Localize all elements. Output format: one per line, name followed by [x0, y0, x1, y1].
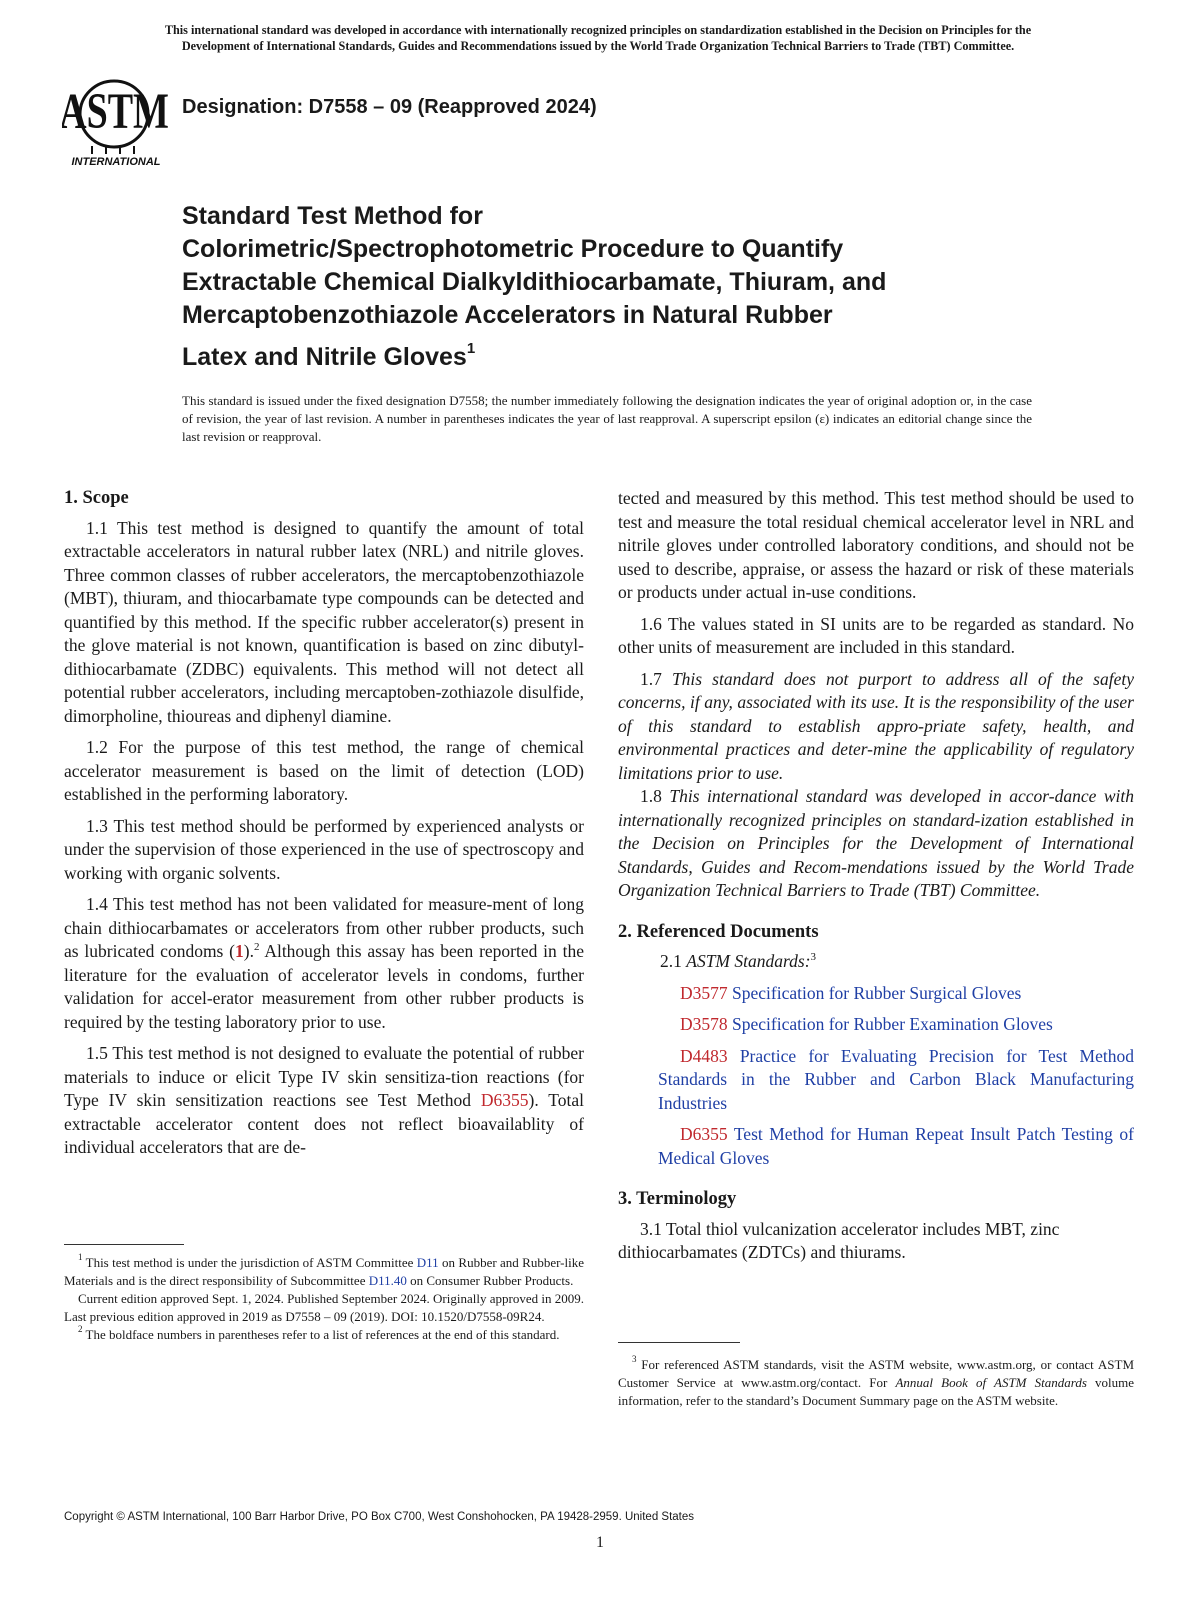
footnote-3-mark: 3 [810, 951, 817, 963]
para-1-6: 1.6 The values stated in SI units are to be regarded as standard. No other units of measurement are included in this standard. [618, 613, 1134, 657]
link-d6355[interactable]: D6355 [480, 1090, 529, 1110]
para-1-1: 1.1 This test method is designed to quantify the amount of total extractable accelerators in natural rubber latex (NRL) and nitrile gloves. Three common classes of rubber accelerators, the mercaptobenzothiazole (MBT), thiuram, and thiocarbamate type compounds can be detected and quantified by this method. If the specific rubber accelerator(s) present in the glove material is not known, quantification is based on zinc dibutyl-dithiocarbamate (ZDBC) equivalents. This method will not detect all potential rubber accelerators, including mercaptoben-zothiazole disulfide, dimorpholine, thioureas and diphenyl diamine. [64, 517, 584, 726]
footnote-1-text-cont: on Rubber and Rubber-like Materials and is the direct responsibility of Subcommittee [64, 1255, 585, 1288]
para-1-7-num: 1.7 [640, 668, 672, 689]
left-column [64, 487, 584, 1168]
page-number: 1 [596, 1534, 604, 1551]
footnote-2-mark: 2 [253, 941, 260, 953]
footnotes-left [64, 1254, 584, 1344]
title-line-4: Mercaptobenzothiazole Accelerators in Natural Rubber [182, 301, 833, 329]
footnote-3-italic: Annual Book of ASTM Standards [895, 1375, 1087, 1390]
para-1-4-text-cont: Although this assay has been reported in the literature for the evaluation of accelerator levels in condoms, further validation for accel-erator measurement from other rubber products is required by the testing laboratory prior to use. [64, 941, 584, 1032]
para-1-8 [618, 785, 1134, 903]
footnote-3-text-end: volume information, refer to the standard’s Document Summary page on the ASTM website. [618, 1375, 1135, 1408]
right-column [618, 487, 1134, 1273]
para-1-5 [64, 1042, 584, 1160]
title-line-2: Colorimetric/Spectrophotometric Procedure to Quantify [182, 235, 844, 263]
para-1-8-num: 1.8 [640, 786, 670, 806]
document-title [182, 200, 1082, 374]
para-1-4 [64, 893, 584, 1034]
ref-code[interactable]: D3577 [680, 982, 728, 1003]
section-scope-heading: 1. Scope [64, 488, 129, 508]
reference-d3577[interactable] [618, 982, 1134, 1006]
footnote-2-text: The boldface numbers in parentheses refer to a list of references at the end of this standard. [82, 1327, 560, 1342]
banner-line-2: Development of International Standards, Guides and Recommendations issued by the World Trade Organization Technical Barriers to Trade (TBT) Committee. [181, 39, 1015, 53]
astm-logo [62, 74, 170, 166]
title-line-1: Standard Test Method for [182, 202, 483, 230]
footnote-2 [64, 1326, 584, 1344]
ref-title[interactable]: Specification for Rubber Surgical Gloves [727, 982, 1022, 1003]
footnote-1-text-end: on Consumer Rubber Products. [406, 1273, 574, 1288]
astm-logo-icon [62, 74, 170, 166]
footnote-1 [64, 1254, 584, 1290]
para-1-7 [618, 668, 1134, 786]
footnote-1-text: This test method is under the jurisdiction of ASTM Committee [82, 1255, 417, 1270]
footnote-rule-right [618, 1342, 740, 1343]
title-line-5-text: Latex and Nitrile Gloves [182, 343, 467, 371]
para-1-5-text-cont: ). Total extractable accelerator content does not reflect bioavailablity of individual accelerators that are de- [64, 1090, 584, 1157]
copyright-notice: Copyright © ASTM International, 100 Barr Harbor Drive, PO Box C700, West Conshohocken, PA 19428-2959. United States [64, 1511, 695, 1523]
astm-standards-subhead [618, 950, 1134, 974]
ref-code[interactable]: D6355 [680, 1124, 728, 1144]
tbt-banner [48, 22, 1148, 54]
para-1-5-text: 1.5 This test method is not designed to evaluate the potential of rubber materials to induce or elicit Type IV skin sensitiza-tion reactions (for Type IV skin sensitization reactions see Test Method [64, 1043, 584, 1110]
logo-wordmark: INTERNATIONAL [71, 156, 161, 166]
edition-note: Current edition approved Sept. 1, 2024. Published September 2024. Originally approved in 2009. Last previous edition approved in 2019 as D7558 – 09 (2019). DOI: 10.1520/D7558-09R24. [64, 1291, 584, 1324]
footnotes-right [618, 1356, 1134, 1410]
para-1-5-continued: tected and measured by this method. This test method should be used to test and measure the total residual chemical accelerator level in NRL and nitrile gloves under controlled laboratory conditions, and should not be used to describe, appraise, or assess the hazard or risk of these materials or products under actual in-use conditions. [618, 488, 1134, 602]
footnote-3-text: For referenced ASTM standards, visit the ASTM website, www.astm.org, or contact ASTM Customer Service at www.astm.org/contact. For [618, 1357, 1134, 1390]
footnote-rule-left [64, 1244, 184, 1245]
para-3-1: 3.1 Total thiol vulcanization accelerator includes MBT, zinc dithiocarbamates (ZDTCs) and thiurams. [618, 1218, 1060, 1262]
section-terminology-heading: 3. Terminology [618, 1189, 737, 1209]
section-referenced-heading: 2. Referenced Documents [618, 921, 819, 942]
reference-d4483[interactable] [618, 1045, 1134, 1116]
title-footnote-mark: 1 [466, 340, 476, 357]
para-1-4-close: ). [243, 941, 254, 961]
ref-title[interactable]: Test Method for Human Repeat Insult Patch Testing of Medical Gloves [658, 1124, 1134, 1168]
ref-code[interactable]: D3578 [680, 1014, 728, 1034]
ref-code[interactable]: D4483 [680, 1045, 728, 1066]
svg-text:ASTM: ASTM [62, 82, 169, 140]
para-1-8-text: This international standard was developed in accor-dance with internationally recognized principles on standard-ization established in the Decision on Principles for the Development of International Standards, Guides and Recom-mendations issued by the World Trade Organization Technical Barriers to Trade (TBT) Committee. [618, 786, 1135, 900]
footnote-2-sup: 2 [78, 1324, 83, 1334]
title-line-3: Extractable Chemical Dialkyldithiocarbamate, Thiuram, and [182, 268, 887, 296]
reference-link-1[interactable]: 1 [235, 941, 244, 961]
title-line-5 [182, 332, 1082, 374]
designation: Designation: D7558 – 09 (Reapproved 2024) [182, 96, 597, 118]
footnote-3-sup: 3 [632, 1354, 637, 1364]
reference-d3578[interactable] [618, 1013, 1134, 1037]
footnote-3 [618, 1356, 1134, 1410]
subhead-label: ASTM Standards: [686, 951, 811, 971]
para-1-4-text: 1.4 This test method has not been validated for measure-ment of long chain dithiocarbamates or accelerators from other rubber products, such as lubricated condoms ( [64, 894, 584, 961]
para-1-7-text: This standard does not purport to address all of the safety concerns, if any, associated with its use. It is the responsibility of the user of this standard to establish appro-priate safety, health, and environmental practices and deter-mine the applicability of regulatory limitations prior to use. [618, 668, 1135, 783]
link-d11-40[interactable]: D11.40 [368, 1273, 407, 1288]
para-1-2: 1.2 For the purpose of this test method, the range of chemical accelerator measurement is based on the limit of detection (LOD) established in the performing laboratory. [64, 737, 584, 804]
para-1-3: 1.3 This test method should be performed by experienced analysts or under the supervision of those experienced in the use of spectroscopy and working with organic solvents. [64, 815, 584, 883]
ref-title[interactable]: Specification for Rubber Examination Gloves [727, 1014, 1053, 1034]
reference-d6355[interactable] [618, 1123, 1134, 1170]
footnote-1-mark: 1 [78, 1252, 83, 1262]
subhead-num: 2.1 [660, 951, 687, 971]
ref-title[interactable]: Practice for Evaluating Precision for Test Method Standards in the Rubber and Carbon Black Manufacturing Industries [658, 1045, 1134, 1113]
designation-intro: This standard is issued under the fixed designation D7558; the number immediately following the designation indicates the year of original adoption or, in the case of revision, the year of last revision. A number in parentheses indicates the year of last reapproval. A superscript epsilon (ε) indicates an editorial change since the last revision or reapproval. [182, 393, 1032, 444]
link-d11[interactable]: D11 [416, 1255, 439, 1270]
banner-line-1: This international standard was developed in accordance with internationally recognized principles on standardization established in the Decision on Principles for the [164, 23, 1032, 37]
